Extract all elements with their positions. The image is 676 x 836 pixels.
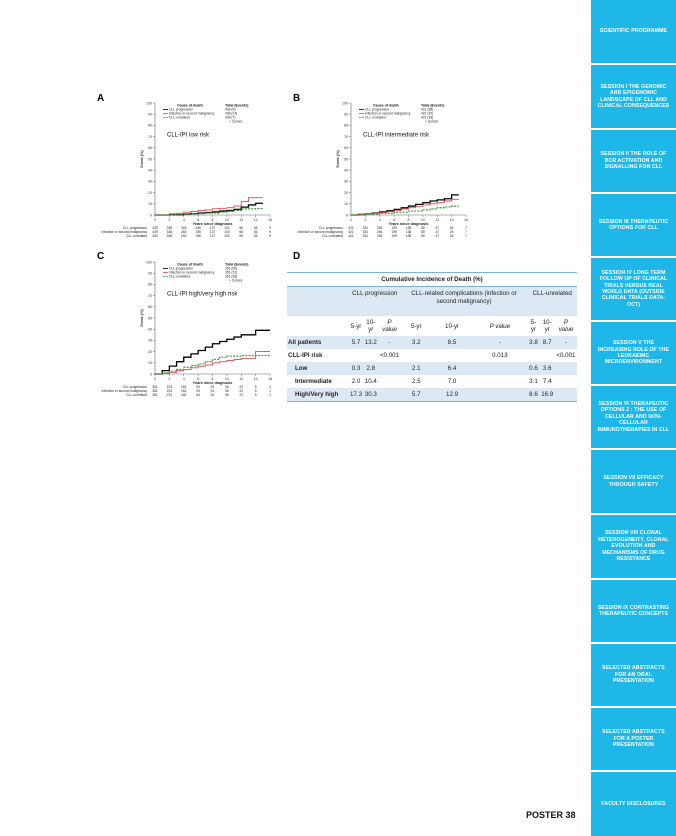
y-tick-label: 80 [148,123,152,128]
risk-value: 199 [391,230,397,234]
panel-letter-d: D [293,251,301,262]
risk-value: 7 [465,234,467,238]
row-label: Low [287,362,349,375]
table-cell: 12.9 [432,388,472,402]
legend-label: CLL progression [169,107,194,112]
y-tick-label: 0 [346,213,348,218]
legend-censor: + Censor [425,119,439,124]
table-cell: 13.2 [363,336,378,349]
risk-value: 264 [376,226,383,230]
nav-session-2[interactable]: SESSION II THE ROLE OF BCR ACTIVATION AND SIGNALLING FOR CLL [591,130,676,192]
risk-value: 137 [209,226,216,230]
table-cell: 8.7 [539,336,554,349]
risk-value: 138 [405,226,412,230]
risk-value: 85 [421,230,425,234]
risk-value: 5 [254,393,257,397]
y-axis-label: Event (%) [140,309,144,327]
series-line-progression [155,330,270,374]
chart-c-svg [101,257,285,405]
x-tick-label: 2 [364,218,367,222]
poster-label: POSTER 38 [526,810,576,820]
legend-header-cause: Cause of death [177,262,203,267]
risk-value: 138 [405,230,412,234]
risk-value: 7 [465,226,467,230]
y-tick-label: 30 [148,179,152,184]
table-cell: 2.8 [363,362,378,375]
risk-value: 9 [269,230,271,234]
sidebar-nav [591,0,676,836]
table-cell: 16.9 [539,388,554,402]
risk-value: 36 [253,230,258,234]
risk-value: 199 [391,226,397,230]
x-tick-label: 8 [211,218,214,222]
risk-value: 331 [362,230,369,234]
legend-header-total: Total (Events) [421,103,445,108]
series-line-progression [351,195,459,215]
risk-value: 331 [362,226,369,230]
risk-value: 439 [152,234,158,238]
y-tick-label: 100 [146,101,152,106]
table-cell [379,388,401,402]
risk-value: 36 [253,234,258,238]
risk-value: 103 [224,230,230,234]
y-tick-label: 70 [148,134,152,139]
risk-value: 421 [348,230,354,234]
table-row [287,349,577,362]
table-cell: 17.3 [349,388,363,402]
table-cell: 3.1 [529,378,538,385]
table-cell [379,362,401,375]
sub-pvalue: P value [558,319,574,333]
risk-value: 47 [435,230,440,234]
risk-value: 51 [210,389,215,393]
risk-value: 1 [269,393,271,397]
legend-total: 421 (30) [421,111,434,116]
risk-value: 162 [180,393,187,397]
x-tick-label: 6 [197,377,200,381]
panel-letter-a: A [97,93,105,104]
y-tick-label: 90 [148,112,152,117]
risk-row-label: Infection or second malignancy [101,389,147,393]
legend-header-cause: Cause of death [373,103,399,108]
legend-total: 351 (38) [225,274,238,279]
y-tick-label: 20 [148,190,152,195]
x-axis-label: Years since diagnosis [192,381,233,385]
risk-value: 421 [348,226,354,230]
chart-b-svg [297,98,481,246]
sub-5yr: 5-yr [530,319,537,333]
table-cell [555,362,577,375]
risk-value: 338 [166,226,173,230]
risk-value: 137 [209,230,216,234]
table-cell: <0.001 [379,352,400,359]
x-tick-label: 6 [393,218,396,222]
legend-label: Infection or second malignancy [169,111,215,116]
incidence-table [287,272,577,402]
risk-value: 351 [152,385,158,389]
y-tick-label: 60 [148,305,152,310]
x-tick-label: 10 [224,377,229,381]
legend-total: 439 (9) [225,107,236,112]
legend-label: CLL-unrelated [169,115,190,120]
table-cell: 3.2 [401,336,432,349]
x-tick-label: 4 [182,377,185,381]
risk-row-label: CLL-unrelated [126,234,147,238]
risk-value: 36 [225,385,229,389]
nav-session-6[interactable]: SESSION VI THERAPEUTIC OPTIONS 2 : THE USE OF CELLULAR AND NON-CELLULAR IMMUNOTHERAPIES IN CLL [591,386,676,448]
table-cell [432,349,472,362]
risk-value: 137 [209,234,216,238]
risk-value: 66 [239,230,244,234]
risk-value: 5 [254,385,257,389]
risk-row-label: CLL progression [122,385,147,389]
x-tick-label: 2 [168,218,171,222]
x-tick-label: 4 [378,218,381,222]
risk-value: 9 [269,234,271,238]
risk-value: 85 [421,226,425,230]
y-tick-label: 30 [344,179,348,184]
nav-oral-abstracts[interactable]: SELECTED ABSTRACTS FOR AN ORAL PRESENTATION [591,644,676,706]
risk-value: 338 [166,230,173,234]
row-label: High/Very high [287,388,349,402]
x-tick-label: 16 [268,218,272,222]
risk-value: 22 [239,393,244,397]
table-cell [527,349,539,362]
risk-row-label: CLL progression [122,226,147,230]
chart-b [297,98,481,246]
x-tick-label: 6 [197,218,200,222]
risk-value: 338 [166,234,173,238]
risk-value: 223 [166,393,173,397]
row-label: Intermediate [295,378,332,385]
risk-value: 66 [239,234,244,238]
nav-session-4[interactable]: SESSION IV LONG TERM FOLLOW UP OF CLINICAL TRIALS VERSUS REAL WORLD DATA (OUTSIDE CLINICAL TRIALS DATA-OCT) [591,258,676,320]
table-cell: 0.3 [349,362,363,375]
risk-value: 103 [224,226,230,230]
x-tick-label: 8 [407,218,410,222]
y-tick-label: 10 [344,202,348,207]
legend-total: 421 (38) [421,107,434,112]
x-tick-label: 2 [168,377,171,381]
sub-10yr: 10-yr [366,319,376,333]
table-cell: 2.0 [351,378,361,385]
x-tick-label: 12 [435,218,440,222]
risk-value: 26 [449,234,454,238]
chart-a [101,98,285,246]
x-tick-label: 12 [239,218,244,222]
table-cell [401,349,432,362]
table-cell: 7.4 [542,378,552,385]
table-cell [379,375,401,388]
x-tick-label: 14 [253,218,258,222]
table-cell: 7.0 [447,378,457,385]
table-cell: 8.5 [432,336,472,349]
y-tick-label: 70 [148,293,152,298]
risk-value: 439 [152,230,158,234]
x-tick-label: 0 [154,377,156,381]
chart-a-svg [101,98,285,246]
table-cell: 2.5 [411,378,421,385]
risk-value: 94 [196,389,200,393]
table-cell: 0.6 [527,362,539,375]
risk-value: 196 [195,226,201,230]
legend-total: 351 (90) [225,266,238,271]
table-cell: 5.7 [401,388,432,402]
legend-label: CLL progression [169,266,194,271]
risk-value: 264 [376,234,383,238]
nav-session-7[interactable]: SESSION VII EFFICACY THROUGH SAFETY [591,450,676,513]
legend-total: 421 (18) [421,115,434,120]
y-tick-label: 60 [344,146,348,151]
table-row [287,375,577,388]
y-tick-label: 80 [344,123,348,128]
table-cell: 5.7 [349,336,363,349]
risk-row-label: CLL-unrelated [322,234,343,238]
row-label: All patients [287,336,349,349]
risk-value: 264 [376,230,383,234]
nav-scientific-programme[interactable]: SCIENTIFIC PROGRAMME [591,0,676,63]
legend-censor: + Censor [229,119,243,124]
panel-letter-c: C [97,251,105,262]
y-tick-label: 0 [150,213,152,218]
risk-value: 36 [225,389,229,393]
risk-value: 162 [180,389,187,393]
risk-value: 5 [254,389,257,393]
x-tick-label: 16 [464,218,468,222]
risk-value: 223 [166,389,173,393]
y-tick-label: 40 [344,168,348,173]
risk-value: 9 [269,226,271,230]
table-cell: 0.013 [492,352,508,359]
table-cell: - [379,336,401,349]
risk-value: 66 [239,226,244,230]
risk-value: 263 [180,234,187,238]
x-tick-label: 10 [224,218,229,222]
risk-value: 22 [239,385,244,389]
risk-value: 439 [152,226,158,230]
x-tick-label: 0 [350,218,352,222]
y-tick-label: 100 [342,101,348,106]
risk-value: 223 [166,385,173,389]
table-cell [555,375,577,388]
risk-value: 103 [224,234,230,238]
y-axis-label: Event (%) [336,150,340,168]
risk-value: 1 [269,385,271,389]
risk-value: 263 [180,226,187,230]
group-progression: CLL progression [349,287,401,317]
risk-value: 199 [391,234,397,238]
y-tick-label: 70 [344,134,348,139]
risk-value: 26 [449,226,454,230]
x-tick-label: 14 [253,377,258,381]
nav-session-9[interactable]: SESSION IX CONTRASTING THERAPEUTIC CONCEPTS [591,580,676,642]
table-cell [472,388,527,402]
legend-label: CLL progression [365,107,390,112]
risk-value: 351 [152,393,158,397]
x-tick-label: 16 [268,377,272,381]
y-tick-label: 50 [344,157,348,162]
x-axis-label: Years since diagnosis [192,222,233,226]
x-tick-label: 14 [449,218,454,222]
legend-label: Infection or second malignancy [169,270,215,275]
risk-value: 196 [195,230,201,234]
y-tick-label: 40 [148,327,152,332]
chart-c [101,257,285,405]
chart-title: CLL-IPI low risk [167,132,210,139]
risk-row-label: CLL progression [318,226,343,230]
risk-row-label: Infection or second malignancy [297,230,343,234]
table-cell: 3.6 [539,362,554,375]
risk-row-label: Infection or second malignancy [101,230,147,234]
sub-pvalue: P value [382,319,397,333]
y-axis-label: Event (%) [140,150,144,168]
table-cell [539,349,554,362]
x-tick-label: 8 [211,377,214,381]
sub-10yr: 10-yr [445,322,460,330]
legend-total: 439 (14) [225,111,238,116]
x-tick-label: 0 [154,218,156,222]
y-tick-label: 90 [344,112,348,117]
legend-label: Infection or second malignancy [365,111,411,116]
y-tick-label: 100 [146,260,152,265]
x-tick-label: 10 [420,218,425,222]
table-cell: 2.1 [401,362,432,375]
risk-value: 351 [152,389,158,393]
table-title: Cumulative Incidence of Death (%) [287,273,577,287]
nav-session-5[interactable]: SESSION V THE INCREASING ROLE OF THE LEUKAEMIC MICROENVIRONMENT [591,322,676,384]
legend-total: 351 (31) [225,270,238,275]
risk-value: 331 [362,234,369,238]
risk-value: 196 [195,234,201,238]
risk-value: 421 [348,234,354,238]
table-cell [472,375,527,388]
sub-10yr: 10-yr [542,319,552,333]
risk-value: 1 [269,389,271,393]
group-unrelated: CLL-unrelated [527,287,577,317]
y-tick-label: 50 [148,157,152,162]
y-tick-label: 40 [148,168,152,173]
table-cell [472,362,527,375]
nav-poster-abstracts[interactable]: SELECTED ABSTRACTS FOR A POSTER PRESENTATION [591,708,676,770]
nav-session-1[interactable]: SESSION I THE GENOMIC AND EPIGENOMIC LANDSCAPE OF CLL AND CLINICAL CONSEQUENCES [591,65,676,128]
risk-value: 51 [210,385,215,389]
legend-header-cause: Cause of death [177,103,203,108]
y-tick-label: 50 [148,316,152,321]
legend-censor: + Censor [229,278,243,283]
y-tick-label: 20 [148,349,152,354]
table-cell: - [472,336,527,349]
legend-header-total: Total (Events) [225,103,249,108]
y-tick-label: 20 [344,190,348,195]
y-tick-label: 90 [148,271,152,276]
legend-label: CLL-unrelated [169,274,190,279]
risk-value: 22 [239,389,244,393]
table-row [287,336,577,349]
table-cell: <0.001 [556,352,576,359]
risk-value: 94 [196,393,200,397]
risk-value: 162 [180,385,187,389]
risk-value: 47 [435,234,440,238]
table-cell: - [555,336,577,349]
group-related: CLL-related complications (infection or second malignancy) [401,287,528,317]
y-tick-label: 30 [148,338,152,343]
table-cell: 10.4 [364,378,377,385]
chart-title: CLL-IPI high/very high risk [167,291,238,298]
y-tick-label: 10 [148,202,152,207]
legend-total: 439 (7) [225,115,236,120]
y-tick-label: 10 [148,361,152,366]
risk-value: 26 [449,230,454,234]
table-cell [555,388,577,402]
risk-value: 85 [421,234,425,238]
table-row [287,388,577,402]
table-cell: 6.4 [432,362,472,375]
risk-value: 94 [196,385,200,389]
sub-5yr: 5-yr [350,322,362,330]
x-tick-label: 12 [239,377,244,381]
row-label: CLL-IPI risk [288,352,323,359]
risk-value: 263 [180,230,187,234]
chart-title: CLL-IPI intermediate risk [363,132,430,139]
sub-pvalue: P value [489,322,511,330]
risk-value: 47 [435,226,440,230]
y-tick-label: 80 [148,282,152,287]
y-tick-label: 60 [148,146,152,151]
table-cell: 3.8 [527,336,539,349]
risk-value: 138 [405,234,412,238]
panel-letter-b: B [293,93,301,104]
risk-row-label: CLL-unrelated [126,393,147,397]
risk-value: 51 [210,393,215,397]
risk-value: 36 [253,226,258,230]
legend-label: CLL-unrelated [365,115,386,120]
table-cell: 30.3 [363,388,378,402]
risk-value: 7 [465,230,467,234]
legend-header-total: Total (Events) [225,262,249,267]
nav-session-8[interactable]: SESSION VIII CLONAL HETEROGENEITY, CLONAL EVOLUTION AND MECHANISMS OF DRUG RESISTANCE [591,515,676,578]
table-cell [349,349,363,362]
nav-session-3[interactable]: SESSION III THERAPEUTIC OPTIONS FOR CLL [591,194,676,256]
y-tick-label: 0 [150,372,152,377]
x-axis-label: Years since diagnosis [388,222,429,226]
nav-faculty-disclosures[interactable]: FACULTY DISCLOSURES [591,772,676,836]
table-cell [363,349,378,362]
risk-value: 36 [225,393,229,397]
table-cell: 8.6 [527,388,539,402]
sub-5yr: 5-yr [410,322,422,330]
table-row [287,362,577,375]
x-tick-label: 4 [182,218,185,222]
